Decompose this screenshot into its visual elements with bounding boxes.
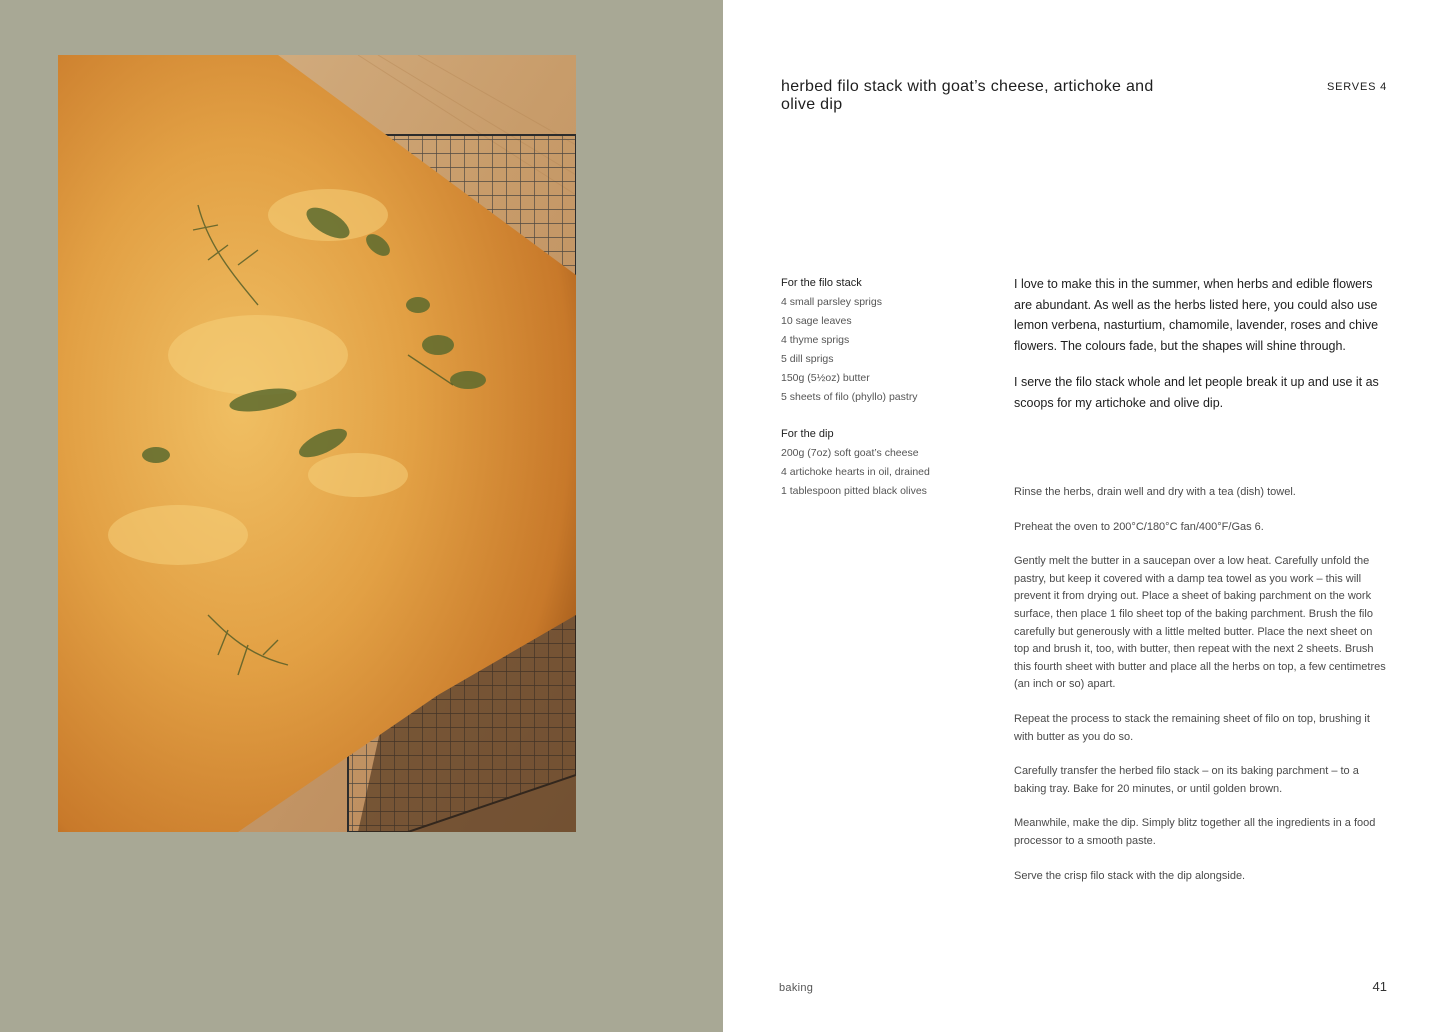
ingredient-item: 4 thyme sprigs [781,334,850,346]
ingredients-heading-filo: For the filo stack [781,277,862,289]
ingredient-item: 5 dill sprigs [781,353,834,365]
ingredient-item: 1 tablespoon pitted black olives [781,485,927,497]
page-number: 41 [1372,979,1387,994]
method-step: Meanwhile, make the dip. Simply blitz together all the ingredients in a food processor to a smooth paste. [1014,817,1376,847]
recipe-intro [1014,274,1380,430]
recipe-method [1014,484,1386,902]
intro-paragraph: I love to make this in the summer, when herbs and edible flowers are abundant. As well as the herbs listed here, you could also use lemon verbena, nasturtium, chamomile, lavender, roses and chive flowers. The colours fade, but the shapes will shine through. [1014,277,1379,353]
method-step: Carefully transfer the herbed filo stack – on its baking parchment – to a baking tray. Bake for 20 minutes, or until golden brown. [1014,765,1359,795]
ingredient-item: 150g (5½oz) butter [781,372,870,384]
ingredients-group-filo [781,293,1001,407]
intro-paragraph: I serve the filo stack whole and let people break it up and use it as scoops for my artichoke and olive dip. [1014,375,1379,410]
footer-section-name: baking [779,982,814,994]
ingredients-list [781,274,1001,501]
ingredient-item: 4 artichoke hearts in oil, drained [781,466,930,478]
ingredients-group-dip [781,444,1001,501]
method-step: Rinse the herbs, drain well and dry with a tea (dish) towel. [1014,486,1296,498]
method-step: Repeat the process to stack the remaining sheet of filo on top, brushing it with butter as you do so. [1014,712,1370,743]
method-step: Serve the crisp filo stack with the dip alongside. [1014,869,1246,882]
ingredient-item: 10 sage leaves [781,315,852,327]
recipe-title: herbed filo stack with goat’s cheese, artichoke and olive dip [781,78,1154,113]
filo-pastry-illustration [58,55,576,832]
method-step: Gently melt the butter in a saucepan over a low heat. Carefully unfold the pastry, but keep it covered with a damp tea towel as you work – this will prevent it from drying out. Place a sheet of baking parchment on the work surface, then place 1 filo sheet top of the baking parchment. Brush the filo carefully but generously with a little melted butter. Place the next sheet on top and brush it, too, with butter, then repeat with the next 2 sheets. Brush this fourth sheet with butter and place all the herbs on top, a few centimetres (an inch or so) apart. [1014,555,1386,691]
ingredient-item: 5 sheets of filo (phyllo) pastry [781,391,918,403]
filo-pastry-photo [58,55,576,832]
ingredients-group-dip-wrapper [781,425,1001,501]
method-step: Preheat the oven to 200°C/180°C fan/400°F/Gas 6. [1014,520,1264,533]
serves-label: SERVES 4 [1326,81,1387,93]
ingredient-item: 4 small parsley sprigs [781,296,882,308]
ingredient-item: 200g (7oz) soft goat’s cheese [781,447,919,459]
ingredients-heading-dip: For the dip [781,428,834,440]
right-page [723,0,1445,1032]
